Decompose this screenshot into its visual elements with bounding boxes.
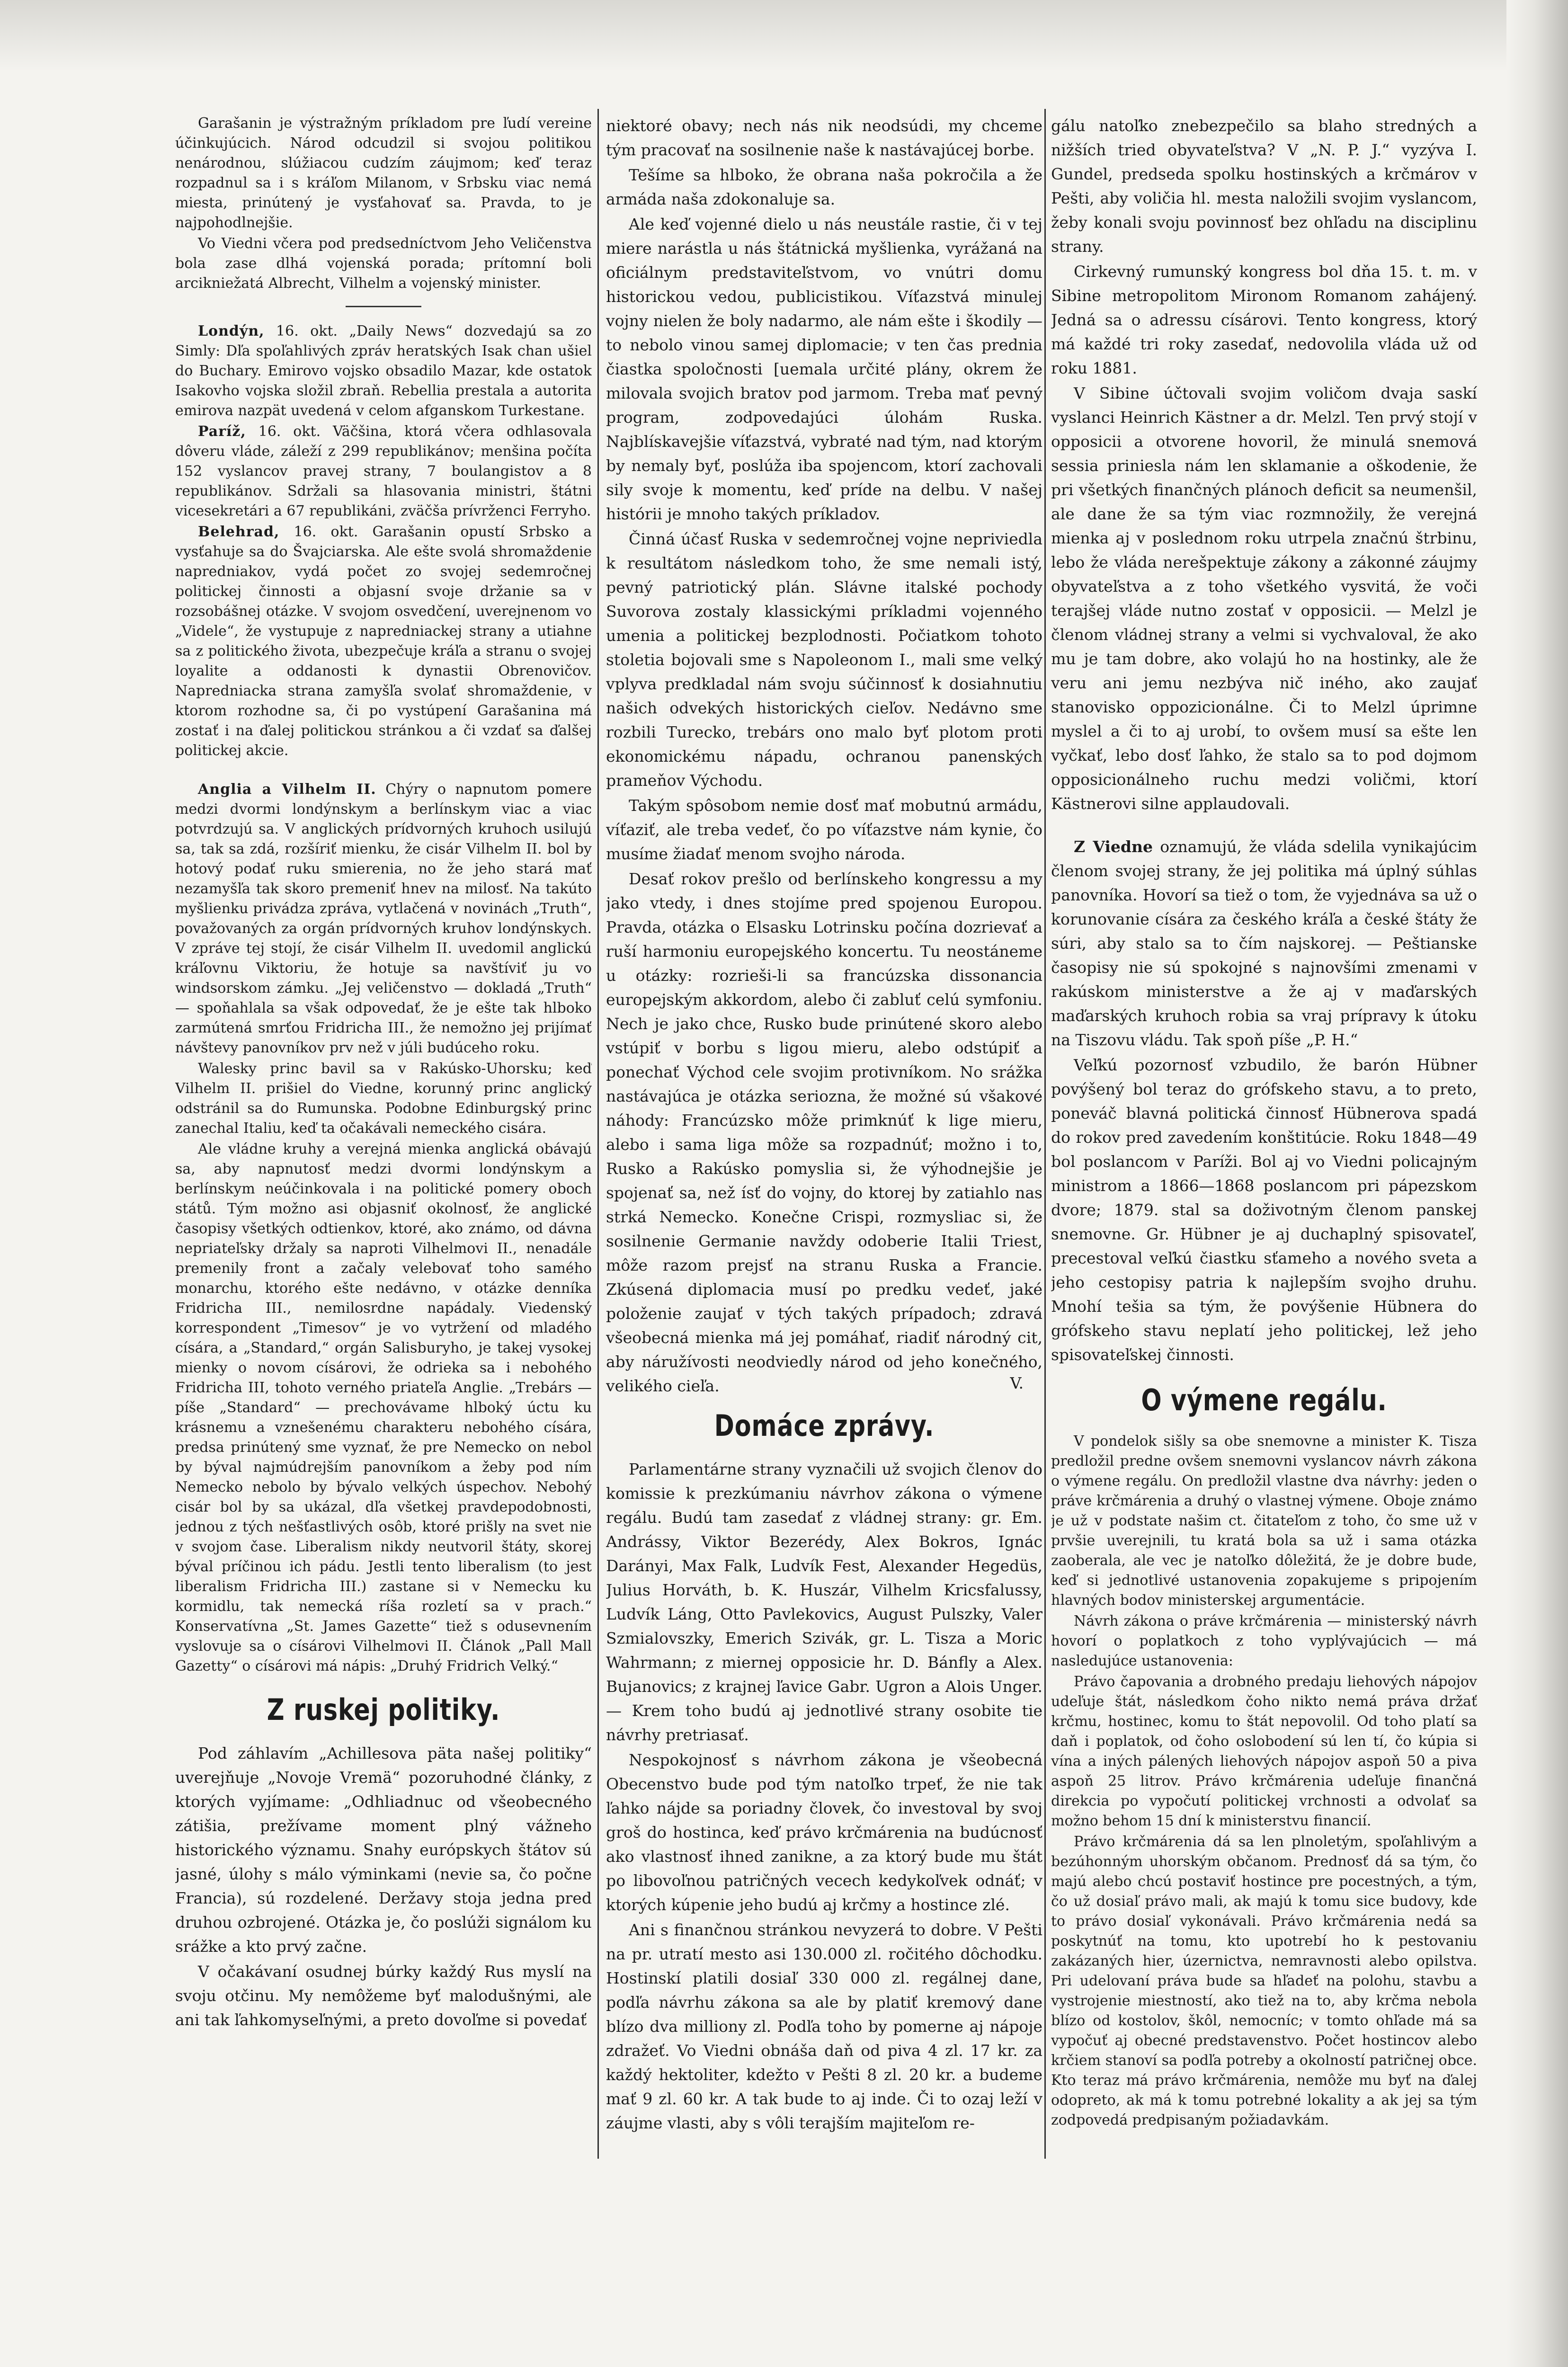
- section-heading: O výmene regálu.: [1141, 1383, 1387, 1417]
- paragraph: Garašanin je výstražným príkladom pre ľudí vereine účinkujúcich. Národ odcudzil si svojou politikou nenárodnou, slúžiacou cudzím záujmom; keď teraz rozpadnul sa i s kráľom Milanom, v Srbsku viac nemá miesta, prinútený je vysťahovať sa. Pravda, to je najpohodlnejšie.: [175, 115, 592, 231]
- news-text: oznamujú, že vláda sdelila vynikajúcim členom svojej strany, že jej politika má úplný súhlas panovníka. Hovorí sa tiež o tom, že vyjednáva sa už o korunovanie císára za českého kráľa a české štáty že súri, aby stalo sa to čím najskorej. — Peštianske časopisy nie sú spokojné s najnovšími zmenami v rakúskom ministerstve a že aj v maďarských maďarských kruhoch robia sa vraj prípravy k útoku na Tiszovu vládu. Tak spoň píše „P. H.“: [1051, 837, 1477, 1049]
- news-text: 16. okt. Garašanin opustí Srbsko a vysťahuje sa do Švajciarska. Ale ešte svolá shromaždenie napredniakov, vydá počet zo svojej sedemročnej politickej činnosti a objasní svoje držanie sa v rozsobášnej otázke. V svojom osvedčení, uverejnenom vo „Videle“, že vystupuje z napredniackej strany a utiahne sa z politického života, ubezpečuje kráľa a stranu o svojej loyalite a oddanosti k dynastii Obrenovičov. Napredniacka strana zamyšľa svolať shromaždenie, v ktorom rozhodne sa, či po vystúpení Garašanina má zostať i na ďalej politickou stránkou a či vzdať sa ďalšej politickej akcie.: [175, 524, 592, 759]
- paragraph: Cirkevný rumunský kongress bol dňa 15. t. m. v Sibine metropolitom Mironom Romanom zahájený. Jedná sa o adressu císárovi. Tento kongress, ktorý má každé tri roky zasedať, nedovolila vláda už od roku 1881.: [1051, 262, 1477, 377]
- news-text: 16. okt. Väčšina, ktorá včera odhlasovala dôveru vláde, záleží z 299 republikánov; menšina počíta 152 vyslancov pravej strany, 7 boulangistov a 8 republikánov. Sdržali sa hlasovania ministri, štátni vicesekretári a 67 republikáni, zväčša prívrženci Ferryho.: [175, 423, 592, 519]
- news-item-anglia: [175, 780, 592, 1058]
- scan-page-edge: [1506, 0, 1568, 2367]
- dateline: Belehrad,: [198, 524, 280, 540]
- news-text: 16. okt. „Daily News“ dozvedajú sa zo Simly: Dľa spoľahlivých zpráv heratských Isak chan ušiel do Buchary. Emirovo vojsko obsadilo Mazar, kde ostatok Isakovho vojska složil zbraň. Rebellia prestala a autorita emirova nazpät uvedená v celom afganskom Turkestane.: [175, 323, 592, 419]
- news-item-belgrade: [175, 522, 592, 761]
- author-signoff: V.: [1010, 1374, 1024, 1392]
- paragraph: V očakávaní osudnej búrky každý Rus myslí na svoju otčinu. My nemôžeme byť malodušnými, ale ani tak ľahkomyseľnými, a preto dovoľme si povedať: [175, 1962, 592, 2029]
- paragraph: Veľkú pozornosť vzbudilo, že barón Hübner povýšený bol teraz do grófskeho stavu, a to preto, poneváč blavná politická činnosť Hübnerova spadá do rokov pred zavedením konštitúcie. Roku 1848—49 bol poslancom v Paríži. Bol aj vo Viedni policajným ministrom a 1866—1868 poslancom pri pápezskom dvore; 1879. stal sa doživotným členom panskej snemovne. Gr. Hübner je aj duchaplný spisovateľ, precestoval veľkú čiastku sťameho a nového sveta a jeho cestopisy patria k najlepším svojho druhu. Mnohí tešia sa tým, že povýšenie Hübnera do grófskeho stavu neplatí jeho politickej, lež jeho spisovateľskej činnosti.: [1051, 1056, 1477, 1364]
- column-rule: [1044, 109, 1046, 2159]
- dateline: Londýn,: [198, 323, 265, 339]
- paragraph: Ale keď vojenné dielo u nás neustále rastie, či v tej miere narástla u nás štátnická myšlienka, vyrážaná na oficiálnym predstaviteľstvom, vo vnútri domu historickou vedou, publicistikou. Víťazstvá minulej vojny nielen že boly nadarmo, ale nám ešte i škodily — to nebolo vinou samej diplomacie; v ten čas prednia čiastka spoločnosti [uemala určité plány, okrem že milovala svojich bratov pod jarmom. Treba mať pevný program, zodpovedajúci úlohám Ruska. Najblískavejšie víťazstvá, vybraté nad tým, nad ktorým by nemaly byť, poslúža iba spojencom, ktorí zachovali sily svoje k momentu, keď príde na delbu. V našej histórii je mnoho takých príkladov.: [606, 215, 1042, 523]
- separator: [346, 306, 421, 307]
- paragraph: V Sibine účtovali svojim voličom dvaja saskí vyslanci Heinrich Kästner a dr. Melzl. Ten prvý stojí v opposicii a otvorene hovoril, že minulá snemová sessia priniesla nám len sklamanie a oškodenie, že pri všetkých finančných plánoch deficit sa neumenšil, ale dane že sa tým viac rozmnožily, že verejná mienka aj v poslednom roku utrpela značnú štrbinu, lebo že vláda nerešpektuje zákony a zákonné záujmy obyvateľstva a z toho všetkého vysvitá, že voči terajšej vláde nutno zostať v opposicii. — Melzl je členom vládnej strany a velmi si vychvaloval, že ako mu je tam dobre, ako volajú ho na hostinky, ale že veru ani jemu nezbýva nič iného, ako zaujať stanovisko oppozicionálne. Či to Melzl úprimne myslel a či to aj urobí, to ovšem musí sa ešte len vyčkať, lebo dosť ľahko, že stalo sa to pod dojmom opposicionálneho ruchu medzi voličmi, ktorí Kästnerovi silne applaudovali.: [1051, 384, 1477, 813]
- paragraph: Právo čapovania a drobného predaju liehových nápojov udeľuje štát, následkom čoho nikto nemá práva držať krčmu, hostinec, komu to štát nepovolil. Od toho platí sa daň i poplatok, od čoho oslobodení sú len tí, čo kúpia si vína a iných pálených liehových nápojov aspoň 50 a piva aspoň 25 litrov. Právo krčmárenia udeľuje finančná direkcia po vypočutí politickej vrchnosti a odvolať sa možno behom 15 dní k ministerstvu financií.: [1051, 1673, 1477, 1829]
- paragraph: Ani s finančnou stránkou nevyzerá to dobre. V Pešti na pr. utratí mesto asi 130.000 zl. ročitého dôchodku. Hostinskí platili dosiaľ 330 000 zl. regálnej dane, podľa návrhu zákona sa ale by platiť kremový dane blízo dva milliony zl. Podľa toho by pomerne aj nápoje zdražeť. Vo Viedni obnáša daň od piva 4 zl. 17 kr. za každý hektoliter, kdežto v Pešti 8 zl. 20 kr. a budeme mať 9 zl. 60 kr. A tak bude to aj inde. Či to ozaj leží v záujme vlasti, aby s vôli terajším majiteľom re-: [606, 1921, 1042, 2132]
- news-item-london: [175, 321, 592, 421]
- paragraph: Tešíme sa hlboko, že obrana naša pokročila a že armáda naša zdokonaluje sa.: [606, 166, 1042, 208]
- paragraph: Činná účasť Ruska v sedemročnej vojne nepriviedla k resultátom následkom toho, že sme nemali istý, pevný patriotický plán. Slávne italské pochody Suvorova zostaly klassickými príkladmi vojenného umenia a politickej bezplodnosti. Počiatkom tohoto stoletia bojovali sme s Napoleonom I., mali sme velký vplyva predkladal nám svoju súčinnosť k dosiahnutiu našich odvekých historických cieľov. Nedávno sme rozbili Turecko, trebárs ono malo byť plotom proti ekonomickému nápadu, ochranou panenských prameňov Východu.: [606, 530, 1042, 790]
- section-heading: Z ruskej politiky.: [267, 1692, 500, 1727]
- paragraph: niektoré obavy; nech nás nik neodsúdi, my chceme tým pracovať na sosilnenie naše k nastávajúcej borbe.: [606, 116, 1042, 159]
- paragraph: Návrh zákona o práve krčmárenia — ministerský návrh hovorí o poplatkoch z toho vyplývajúcich — má nasledujúce ustanovenia:: [1051, 1613, 1477, 1669]
- column-3: [1051, 114, 1477, 2339]
- news-text: Chýry o napnutom pomere medzi dvormi londýnskym a berlínskym viac a viac potvrdzujú sa. V anglických prídvorných kruhoch usilujú sa, tak sa zdá, rozšíriť mienku, že cisár Vilhelm II. bol by hotový podať ruku smierenia, no že jeho stará mať nezamyšľa tak skoro premeniť hnev na milosť. Na takúto myšlienku privádza zpráva, vytlačená v novinách „Truth“, považovaných za orgán prídvorných kruhov londýnskych. V zpráve tej stojí, že cisár Vilhelm II. uvedomil anglickú kráľovnu Viktoriu, že hotuje sa navštíviť ju vo windsorskom zámku. „Jej veličenstvo — dokladá „Truth“ — spoňahlala sa však odpovedať, že je ešte tak hlboko zarmútená smrťou Fridricha III., že nemožno jej prijímať návštevy panovníkov prv než v júli budúceho roku.: [175, 781, 592, 1056]
- paragraph: Nespokojnosť s návrhom zákona je všeobecná Obecenstvo bude pod tým natoľko trpeť, že nie tak ľahko nájde sa poriadny človek, čo investoval by svoj groš do hostinca, keď právo krčmárenia na budúcnosť ako vlastnosť ihned zanikne, a za ktorý bude mu štát po libovoľnou patričných vecech kedykoľvek odnáť; v ktorých kúpenie jeho budú aj krčmy a hostince zlé.: [606, 1751, 1042, 1914]
- column-rule: [597, 109, 599, 2159]
- paragraph: V pondelok sišly sa obe snemovne a minister K. Tisza predložil predne ovšem snemovni vyslancov návrh zákona o výmene regálu. On predložil vlastne dva návrhy: jeden o práve krčmárenia a druhý o vlastnej výmene. Oboje známo je už v podstate našim ct. čitateľom z toho, čo sme už v prvšie uverejnili, tu kratá bola sa už i sama otázka zaoberala, ale vec je natoľko dôležitá, že je dobre bude, keď si jednotlivé ustanovenia zopakujeme s pripojením hlavných bodov ministerskej argumentácie.: [1051, 1433, 1477, 1609]
- dateline: Anglia a Vilhelm II.: [198, 781, 376, 798]
- paragraph: Parlamentárne strany vyznačili už svojich členov do komissie k prezkúmaniu návrhov zákona o výmene regálu. Budú tam zasedať z vládnej strany: gr. Em. Andrássy, Viktor Bezerédy, Alex Bokros, Ignác Darányi, Max Falk, Ludvík Fest, Alexander Hegedüs, Julius Horváth, b. K. Huszár, Vilhelm Kricsfalussy, Ludvík Láng, Otto Pavlekovics, August Pulszky, Valer Szmialovszky, Emerich Szivák, gr. L. Tisza a Moric Wahrmann; z miernej opposicie hr. D. Bánfly a Alex. Bujanovics; z krajnej ľavice Gabr. Ugron a Alois Unger. — Krem toho budú aj jednotlivé strany osobite tie návrhy pretriasať.: [606, 1460, 1042, 1744]
- news-item-vienna: [1051, 835, 1477, 1052]
- paragraph: Takým spôsobom nemie dosť mať mobutnú armádu, víťaziť, ale treba vedeť, čo po víťazstve nám kynie, čo musíme žiadať menom svojho národa.: [606, 796, 1042, 863]
- paragraph: Pod záhlavím „Achillesova päta našej politiky“ uverejňuje „Novoje Vremä“ pozoruhodné články, z ktorých vyjímame: „Odhliadnuc od všeobecného zátišia, prežívame moment plný vážneho historického významu. Snahy európskych štátov sú jasné, úlohy s málo výminkami (nevie sa, čo počne Francia), sú rozdelené. Deržavy stoja jedna pred druhou ozbrojené. Otázka je, čo poslúži signálom ku srážke a kto prvý začne.: [175, 1744, 592, 1956]
- paragraph: gálu natoľko znebezpečilo sa blaho stredných a nižších tried obyvateľstva? V „N. P. J.“ vyzýva I. Gundel, predseda spolku hostinských a krčmárov v Pešti, aby voličia hl. mesta naložili svojim vyslancom, žeby konali svoju povinnosť bez ohľadu na disciplinu strany.: [1051, 116, 1477, 256]
- dateline: Z Viedne: [1074, 837, 1153, 856]
- paragraph: Ale vládne kruhy a verejná mienka anglická obávajú sa, aby napnutosť medzi dvormi londýnskym a berlínskym neúčinkovala i na politické pomery oboch států. Tým možno asi objasniť okolnosť, že anglické časopisy všetkých odtienkov, ktoré, ako známo, od dávna nepriateľsky držaly sa naproti Vilhelmovi II., nenadále premenily front a začaly velebovať toho samého monarchu, ktorého ešte nedávno, v otázke denníka Fridricha III., nemilosrdne napádaly. Viedenský korrespondent „Timesov“ je vo vytržení od mladého císára, a „Standard,“ orgán Salisburyho, je takej vysokej mienky o novom císárovi, že odrieka sa i nebohého Fridricha III, tohoto verného priateľa Anglie. „Trebárs — píše „Standard“ — prechovávame hlboký úctu ku krásnemu a vznešenému charakteru nebohého císára, predsa prinútený sme vyznať, že pre Nemecko on nebol by býval najmúdrejším panovníkom a žeby pod ním Nemecko nebolo by bývalo velkých úspechov. Nebohý cisár bol by sa ukázal, dľa všetkej pravdepodobnosti, jednou z tých nešťastlivých osôb, ktoré prišly na svet nie v svojom čase. Liberalism nikdy neutvoril štáty, skorej býval príčinou ich pádu. Jestli tento liberalism (to jest liberalism Fridricha III.) zastane si v Nemecku ku kormidlu, tak nemecká ríša rozletí sa v prach.“ Konservatívna „St. James Gazette“ tiež s odusevnením vyslovuje sa o císárovi Vilhelmovi II. Článok „Pall Mall Gazetty“ o císárovi má nápis: „Druhý Fridrich Velký.“: [175, 1141, 592, 1674]
- dateline: Paríž,: [198, 423, 246, 440]
- column-1: [175, 114, 592, 2339]
- news-item-paris: [175, 422, 592, 521]
- column-2: [606, 114, 1042, 2339]
- paragraph: Právo krčmárenia dá sa len plnoletým, spoľahlivým a bezúhonným uhorským občanom. Prednosť dá sa tým, čo majú alebo chcú postaviť hostince pre pocestných, a tým, čo už dosiaľ právo mali, ak majú k tomu sice budovy, kde to právo dosiaľ vykonávali. Právo krčmárenia nedá sa poskytnúť na tomu, kto upotrebí ho k pestovaniu zakázaných hier, úzernictva, nemravnosti alebo opilstva. Pri udelovaní práva bude sa hľadeť na polohu, stavbu a vystrojenie miestností, ako tiež na to, aby krčma nebola blízo od kostolov, škôl, nemocníc; v tomto ohľade má sa vypočuť aj obecné predstavenstvo. Počet hostincov alebo krčiem stanoví sa podľa potreby a okolností patričnej obce. Kto teraz má právo krčmárenia, nemôže mu byť na ďalej odopreto, ak má k tomu potrebné lokality a ak jej sa tým zodpovedá predpisaným požiadavkám.: [1051, 1833, 1477, 2128]
- scan-shade: [0, 0, 1568, 71]
- paragraph: Vo Viedni včera pod predsedníctvom Jeho Veličenstva bola zase dlhá vojenská porada; prítomní boli arcikniežatá Albrecht, Vilhelm a vojenský minister.: [175, 235, 592, 292]
- paragraph: Desať rokov prešlo od berlínskeho kongressu a my jako vtedy, i dnes stojíme pred spojenou Europou. Pravda, otázka o Elsasku Lotrinsku počína dozrievať a ruší harmoniu europejského koncertu. Tu neostáneme u otázky: rozrieši-li sa francúzska dissonancia europejským akkordom, alebo či zabluť celú symfoniu. Nech je jako chce, Rusko bude prinútené skoro alebo vstúpiť v borbu s ligou mieru, alebo odstúpiť a ponechať Východ cele svojim protivníkom. No srážka nastávajúca je otázka seriozna, že možné sú všakové náhody: Francúzsko môže primknúť k lige mieru, alebo i sama liga môže sa rozpadnúť; možno i to, Rusko a Rakúsko pomyslia si, že výhodnejšie je spojenať sa, než ísť do vojny, do ktorej by zatiahlo nas strká Nemecko. Konečne Crispi, rozmysliac si, že sosilnenie Germanie navždy odoberie Italii Triest, môže razom prejsť na stranu Ruska a Francie. Zkúsená diplomacia musí po predku vedeť, jaké položenie zaujať v tých takých prípadoch; zdravá všeobecná mienka má jej pomáhať, riadiť národný cit, aby náružívosti neodviedly národ od jeho konečného, velikého cieľa.: [606, 870, 1042, 1395]
- paragraph: Walesky princ bavil sa v Rakúsko-Uhorsku; keď Vilhelm II. prišiel do Viedne, korunný princ anglický odstránil sa do Rumunska. Podobne Edinburgský princ zanechal Italiu, keď ta očakávali nemeckého cisára.: [175, 1060, 592, 1137]
- section-heading: Domáce zprávy.: [714, 1408, 935, 1443]
